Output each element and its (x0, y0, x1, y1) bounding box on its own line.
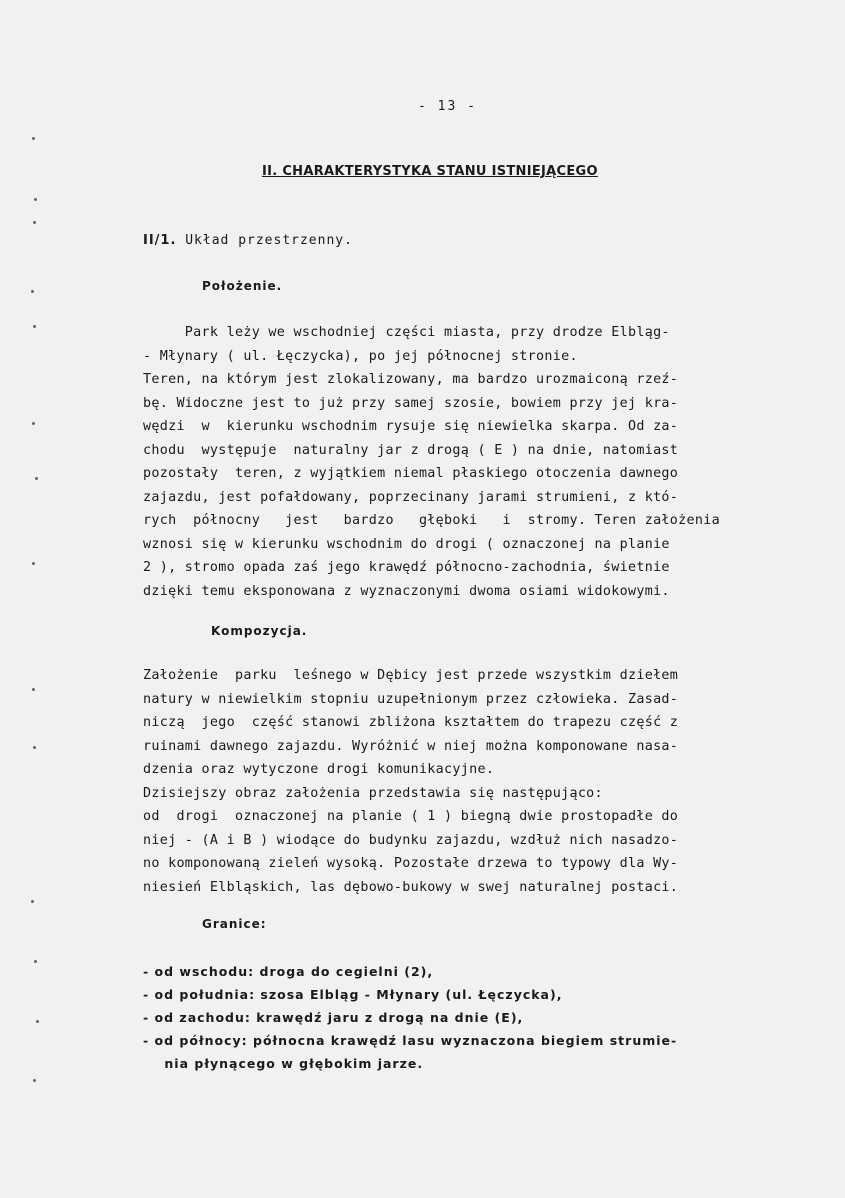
text-line: Park leży we wschodniej części miasta, przy drodze Elbląg- (143, 325, 670, 340)
text-line: no komponowaną zieleń wysoką. Pozostałe drzewa to typowy dla Wy- (143, 856, 679, 871)
scan-speck (31, 290, 34, 293)
text-line: rych północny jest bardzo głęboki i stromy. Teren założenia (143, 513, 720, 528)
subheading-kompozycja: Kompozycja. (211, 624, 308, 638)
subheading-polozenie: Położenie. (202, 279, 283, 293)
list-item: - od północy: północna krawędź lasu wyznaczona biegiem strumie- (143, 1033, 678, 1048)
text-line: - Młynary ( ul. Łęczycka), po jej północnej stronie. (143, 348, 578, 364)
paragraph-kompozycja (143, 664, 793, 899)
list-item: - od zachodu: krawędź jaru z drogą na dnie (E), (143, 1010, 524, 1025)
text-line: Teren, na którym jest zlokalizowany, ma bardzo urozmaiconą rzeź- (143, 372, 679, 387)
text-line: Założenie parku leśnego w Dębicy jest przede wszystkim dziełem (143, 668, 679, 683)
text-line: zajazdu, jest pofałdowany, poprzecinany jarami strumieni, z któ- (143, 489, 679, 505)
list-item: nia płynącego w głębokim jarze. (143, 1056, 424, 1071)
text-line: niej - (A i B ) wiodące do budynku zajazdu, wzdłuż nich nasadzo- (143, 832, 679, 848)
text-line: natury w niewielkim stopniu uzupełnionym przez człowieka. Zasad- (143, 691, 679, 707)
scan-speck (32, 422, 35, 425)
text-line: ruinami dawnego zajazdu. Wyróżnić w niej można komponowane nasa- (143, 738, 679, 754)
page-number: - 13 - (418, 99, 477, 114)
scan-speck (36, 1020, 39, 1023)
scan-speck (32, 562, 35, 565)
list-item: - od wschodu: droga do cegielni (2), (143, 964, 434, 979)
scan-speck (32, 137, 35, 140)
section-heading (143, 233, 353, 248)
text-line: pozostały teren, z wyjątkiem niemal płaskiego otoczenia dawnego (143, 466, 679, 481)
boundaries-list (143, 960, 793, 1075)
section-number: II/1. (143, 233, 177, 248)
text-line: Dzisiejszy obraz założenia przedstawia się następująco: (143, 785, 603, 801)
scan-speck (32, 688, 35, 691)
text-line: niczą jego część stanowi zbliżona kształtem do trapezu część z (143, 715, 679, 730)
text-line: bę. Widoczne jest to już przy samej szosie, bowiem przy jej kra- (143, 395, 679, 411)
list-item: - od południa: szosa Elbląg - Młynary (ul. Łęczycka), (143, 987, 563, 1002)
chapter-title: II. CHARAKTERYSTYKA STANU ISTNIEJĄCEGO (262, 164, 598, 179)
scan-speck (34, 198, 37, 201)
text-line: wędzi w kierunku wschodnim rysuje się niewielka skarpa. Od za- (143, 419, 679, 434)
text-line: niesień Elbląskich, las dębowo-bukowy w swej naturalnej postaci. (143, 879, 679, 895)
scan-speck (35, 477, 38, 480)
text-line: dzenia oraz wytyczone drogi komunikacyjne. (143, 762, 495, 777)
text-line: 2 ), stromo opada zaś jego krawędź północno-zachodnia, świetnie (143, 560, 670, 575)
subheading-granice: Granice: (202, 917, 267, 931)
text-line: wznosi się w kierunku wschodnim do drogi ( oznaczonej na planie (143, 536, 670, 552)
section-title: Układ przestrzenny. (185, 233, 353, 248)
scan-speck (31, 900, 34, 903)
text-line: chodu występuje naturalny jar z drogą ( E ) na dnie, natomiast (143, 442, 679, 458)
scan-speck (33, 325, 36, 328)
paragraph-polozenie (143, 321, 793, 603)
scan-speck (33, 746, 36, 749)
text-line: dzięki temu eksponowana z wyznaczonymi dwoma osiami widokowymi. (143, 583, 670, 599)
scan-speck (34, 960, 37, 963)
text-line: od drogi oznaczonej na planie ( 1 ) biegną dwie prostopadłe do (143, 809, 679, 824)
scan-speck (33, 1079, 36, 1082)
scan-speck (33, 221, 36, 224)
